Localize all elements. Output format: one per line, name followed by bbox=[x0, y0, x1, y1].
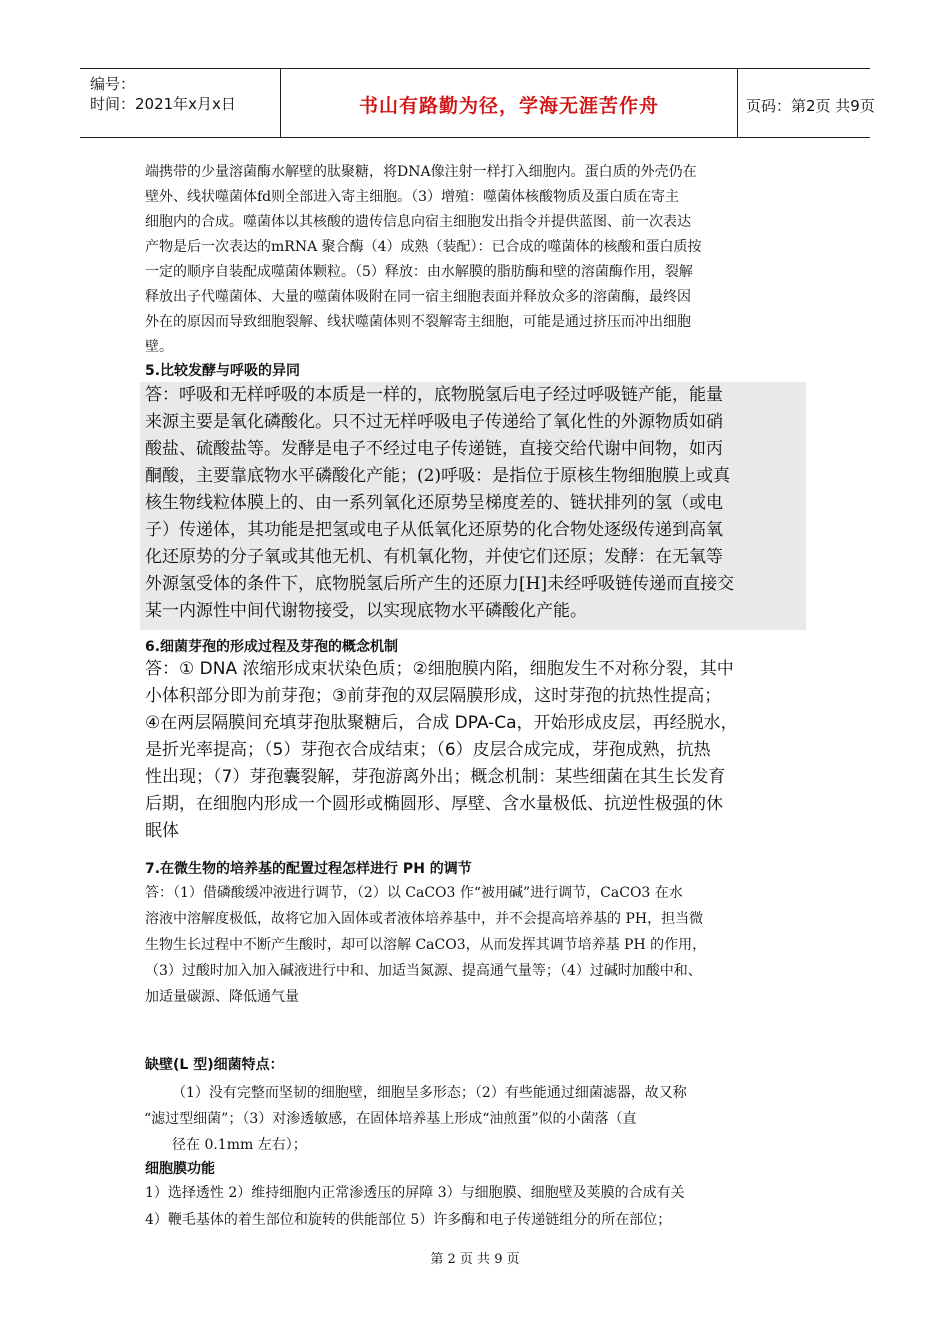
text-line: 生物生长过程中不断产生酸时，却可以溶解 CaCO3，从而发挥其调节培养基 PH 的作用， bbox=[145, 937, 707, 953]
text-line: 加适量碳源、降低通气量 bbox=[145, 989, 299, 1005]
text-line: 是折光率提高；（5）芽孢衣合成结束；（6）皮层合成完成，芽孢成熟，抗热 bbox=[145, 740, 711, 760]
text-line: 小体积部分即为前芽孢；③前芽孢的双层隔膜形成，这时芽孢的抗热性提高； bbox=[145, 686, 722, 706]
text-line: 端携带的少量溶菌酶水解壁的肽聚糖，将DNA像注射一样打入细胞内。蛋白质的外壳仍在 bbox=[145, 164, 697, 180]
section-heading-7: 7.在微生物的培养基的配置过程怎样进行 PH 的调节 bbox=[145, 861, 472, 877]
date-label: 时间：2021年x月x日 bbox=[90, 95, 236, 113]
text-line: 释放出子代噬菌体、大量的噬菌体吸附在同一宿主细胞表面并释放众多的溶菌酶，最终因 bbox=[145, 289, 691, 305]
text-line: 答：① DNA 浓缩形成束状染色质；②细胞膜内陷，细胞发生不对称分裂，其中 bbox=[145, 659, 734, 679]
text-line: 酮酸，主要靠底物水平磷酸化产能；(2)呼吸：是指位于原核生物细胞膜上或真 bbox=[145, 466, 731, 486]
text-line: ④在两层隔膜间充填芽孢肽聚糖后，合成 DPA-Ca，开始形成皮层，再经脱水， bbox=[145, 713, 738, 733]
document-number-label: 编号： bbox=[90, 75, 136, 93]
text-line: 后期，在细胞内形成一个圆形或椭圆形、厚壁、含水量极低、抗逆性极强的休 bbox=[145, 794, 723, 814]
paragraph-ph-adjustment bbox=[145, 880, 815, 1010]
text-line: 性出现；（7）芽孢囊裂解，芽孢游离外出；概念机制：某些细菌在其生长发育 bbox=[145, 767, 726, 787]
section-heading-membrane: 细胞膜功能 bbox=[145, 1161, 215, 1177]
text-line: 产物是后一次表达的mRNA 聚合酶（4）成熟（装配）：已合成的噬菌体的核酸和蛋白质按 bbox=[145, 239, 702, 255]
text-line: 溶液中溶解度极低，故将它加入固体或者液体培养基中，并不会提高培养基的 PH，担当微 bbox=[145, 911, 704, 927]
page-header bbox=[80, 68, 875, 138]
paragraph-spore-formation bbox=[145, 656, 815, 845]
text-line: “滤过型细菌”；（3）对渗透敏感，在固体培养基上形成“油煎蛋”似的小菌落（直 bbox=[144, 1111, 637, 1127]
text-line: 1）选择透性 2）维持细胞内正常渗透压的屏障 3）与细胞膜、细胞壁及荚膜的合成有关 bbox=[145, 1185, 685, 1201]
text-line: 4）鞭毛基体的着生部位和旋转的供能部位 5）许多酶和电子传递链组分的所在部位； bbox=[145, 1212, 672, 1228]
text-line: 眠体 bbox=[145, 821, 179, 841]
text-line: 外源氢受体的条件下，底物脱氢后所产生的还原力[H]未经呼吸链传递而直接交 bbox=[145, 574, 735, 594]
text-line: （1）没有完整而坚韧的细胞壁，细胞呈多形态；（2）有些能通过细菌滤器，故又称 bbox=[172, 1085, 687, 1101]
text-line: 一定的顺序自装配成噬菌体颗粒。（5）释放：由水解膜的脂肪酶和壁的溶菌酶作用，裂解 bbox=[145, 264, 693, 280]
text-line: （3）过酸时加入加入碱液进行中和、加适当氮源、提高通气量等；（4）过碱时加酸中和、 bbox=[145, 963, 702, 979]
paragraph-fermentation-respiration bbox=[145, 382, 815, 625]
motto: 书山有路勤为径，学海无涯苦作舟 bbox=[358, 95, 659, 117]
section-heading-6: 6.细菌芽孢的形成过程及芽孢的概念机制 bbox=[145, 639, 399, 655]
section-heading-5: 5.比较发酵与呼吸的异同 bbox=[145, 363, 301, 379]
text-line: 来源主要是氧化磷酸化。只不过无样呼吸电子传递给了氧化性的外源物质如硝 bbox=[145, 412, 723, 432]
text-line: 答：（1）借磷酸缓冲液进行调节，（2）以 CaCO3 作“被用碱”进行调节，CaCO3 在水 bbox=[145, 885, 683, 901]
text-line: 酸盐、硫酸盐等。发酵是电子不经过电子传递链，直接交给代谢中间物，如丙 bbox=[145, 439, 723, 459]
page-footer: 第 2 页 共 9 页 bbox=[430, 1252, 520, 1267]
paragraph-l-form-features bbox=[144, 1080, 812, 1158]
text-line: 壁。 bbox=[145, 339, 173, 355]
text-line: 径在 0.1mm 左右）； bbox=[172, 1137, 307, 1153]
text-line: 核生物线粒体膜上的、由一系列氧化还原势呈梯度差的、链状排列的氢（或电 bbox=[145, 493, 723, 513]
header-page-cell bbox=[736, 69, 875, 137]
text-line: 细胞内的合成。噬菌体以其核酸的遗传信息向宿主细胞发出指令并提供蓝图、前一次表达 bbox=[145, 214, 691, 230]
paragraph-phage-replication bbox=[145, 160, 815, 360]
text-line: 壁外、线状噬菌体fd则全部进入寄主细胞。（3）增殖：噬菌体核酸物质及蛋白质在寄主 bbox=[145, 189, 680, 205]
text-line: 答：呼吸和无样呼吸的本质是一样的，底物脱氢后电子经过呼吸链产能，能量 bbox=[145, 385, 723, 405]
text-line: 子）传递体，其功能是把氢或电子从低氧化还原势的化合物处逐级传递到高氧 bbox=[145, 520, 723, 540]
section-heading-l-form: 缺壁(L 型)细菌特点： bbox=[145, 1057, 284, 1073]
text-line: 化还原势的分子氧或其他无机、有机氧化物，并使它们还原；发酵：在无氧等 bbox=[145, 547, 723, 567]
paragraph-membrane-functions bbox=[145, 1180, 815, 1234]
text-line: 外在的原因而导致细胞裂解、线状噬菌体则不裂解寄主细胞，可能是通过挤压而冲出细胞 bbox=[145, 314, 691, 330]
page-number-label: 页码：第2页 共9页 bbox=[746, 97, 875, 115]
header-meta-cell bbox=[80, 69, 280, 137]
text-line: 某一内源性中间代谢物接受，以实现底物水平磷酸化产能。 bbox=[145, 601, 587, 621]
header-motto-cell bbox=[280, 69, 738, 137]
